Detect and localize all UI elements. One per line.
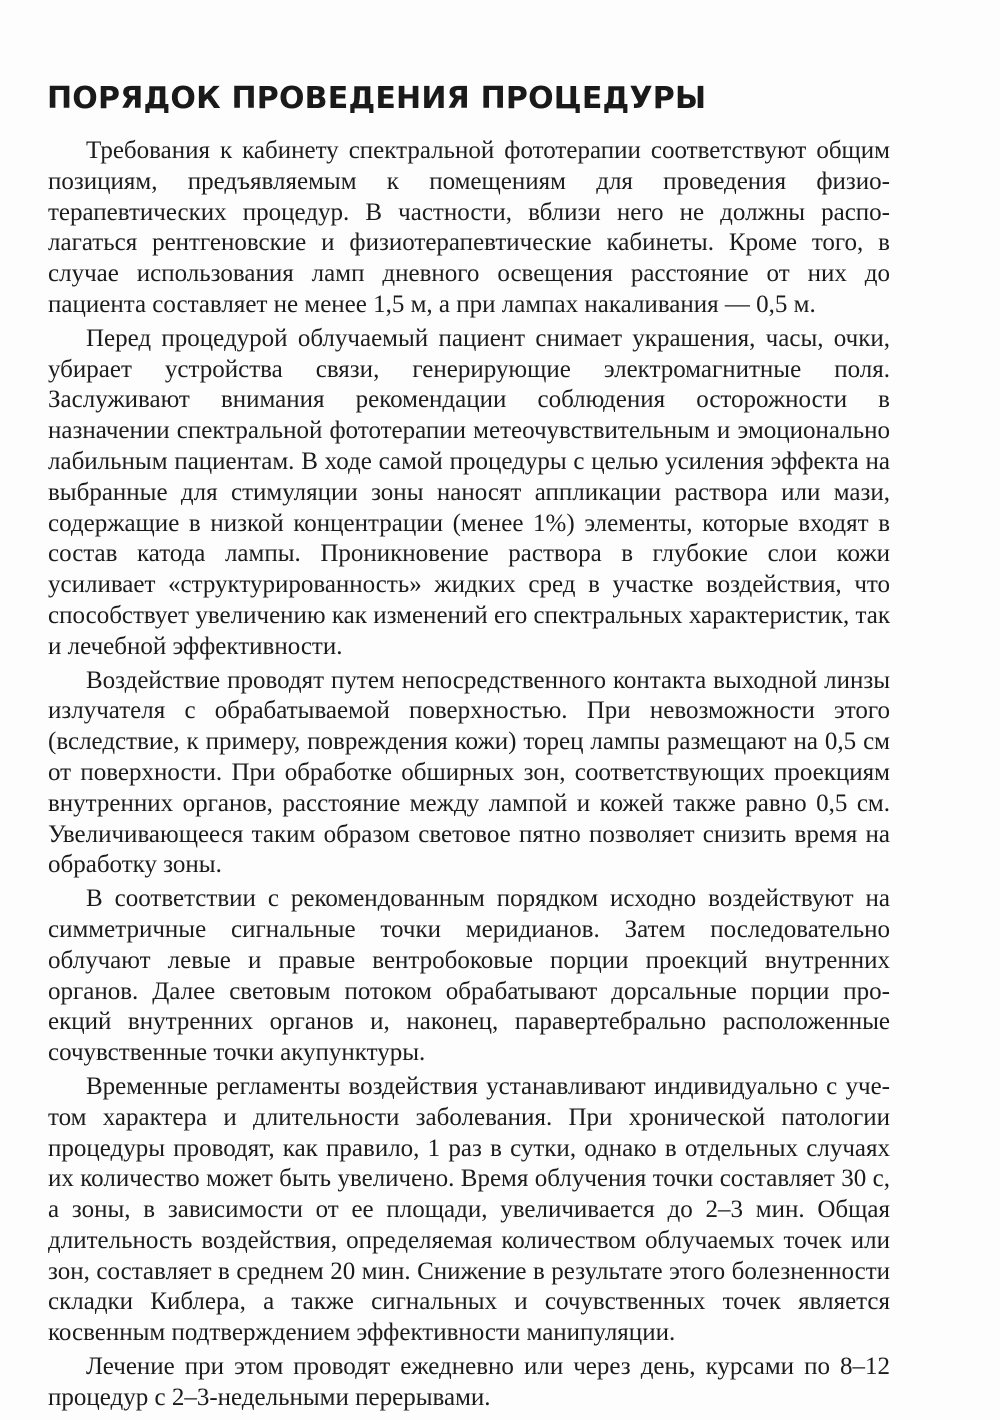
paragraph-contact-method: Воздействие проводят путем непосредственного контакта выходной линзы излучателя с обрабатываемой поверхностью. При невозможности этого (вследствие, к примеру, повреждения кожи) торец лампы размещают на 0,5 см от поверхности. При обработке обширных зон, соответствующих проекциям внутренних органов, расстояние между лампой и кожей также равно 0,5 см. Увеличивающееся таким образом световое пятно позволяет снизить время на обработку зоны. <box>48 666 890 879</box>
paragraph-room-requirements: Требования к кабинету спектральной фототерапии соответствуют общим позициям, предъявляемым к помещениям для проведения физиотерапевтических процедур. В частности, вблизи него не должны располагаться рентгеновские и физиотерапевтические кабинеты. Кроме того, в случае использования ламп дневного освещения расстояние от них до пациента составляет не менее 1,5 м, а при лампах накаливания — 0,5 м. <box>48 137 890 318</box>
section-title: ПОРЯДОК ПРОВЕДЕНИЯ ПРОЦЕДУРЫ <box>47 81 707 116</box>
paragraph-patient-preparation: Перед процедурой облучаемый пациент снимает украшения, часы, очки, убирает устройства связи, генерирующие электромагнитные поля. Заслуживают внимания рекомендации соблюдения осторожности в назначении спектральной фототерапии метеочувствительным и эмоционально лабильным пациентам. В ходе самой процедуры с целью усиления эффекта на выбранные для стимуляции зоны наносят аппликации раствора или мази, содержащие в низкой концентрации (менее 1%) элементы, которые входят в состав катода лампы. Проникновение раствора в глубокие слои кожи усиливает «структурированность» жидких сред в участке воздействия, что способствует увеличению как изменений его спектральных характеристик, так и лечебной эффективности. <box>48 324 890 660</box>
body-text <box>48 136 890 1417</box>
paragraph-treatment-order: В соответствии с рекомендованным порядком исходно воздействуют на симметричные сигнальные точки меридианов. Затем последовательно облучают левые и правые вентробоковые порции проекций внутренних органов. Далее световым потоком обрабатывают дорсальные порции проекций внутренних органов и, наконец, паравертебрально расположенные сочувственные точки акупунктуры. <box>48 885 890 1067</box>
paragraph-treatment-course: Лечение при этом проводят ежедневно или через день, курсами по 8–12 процедур с 2–3-недельными перерывами. <box>48 1353 890 1411</box>
paragraph-time-regulations: Временные регламенты воздействия устанавливают индивидуально с учетом характера и длительности заболевания. При хронической патологии процедуры проводят, как правило, 1 раз в сутки, однако в отдельных случаях их количество может быть увеличено. Время облучения точки составляет 30 с, а зоны, в зависимости от ее площади, увеличивается до 2–3 мин. Общая длительность воздействия, определяемая количеством облучаемых точек или зон, составляет в среднем 20 мин. Снижение в результате этого болезненности складки Киблера, а также сигнальных и сочувственных точек является косвенным подтверждением эффективности манипуляции. <box>48 1072 890 1347</box>
